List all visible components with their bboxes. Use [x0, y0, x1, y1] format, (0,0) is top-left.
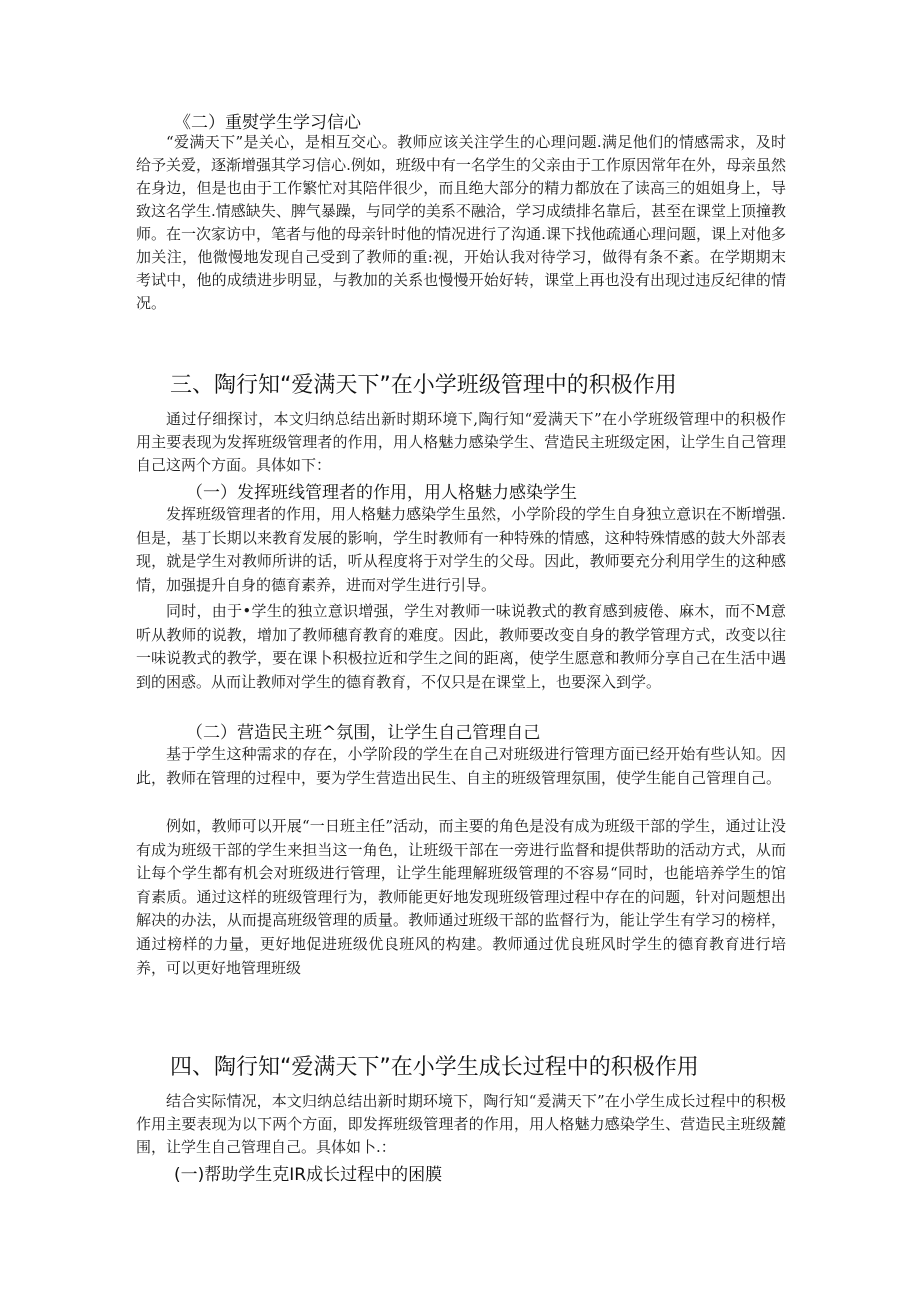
paragraph-section-four-intro: 结合实际情况，本文归纳总结出新时期环境下，陶行知“爰满天下”在小学生成长过程中的积极作用主要表现为以下两个方面，即发挥班级管理者的作用，用人格魅力感染学生、营造民主班级麓围，让学生自己管理自己。具体如卜.： [136, 1092, 786, 1156]
paragraph-democratic-1: 基于学生这种需求的存在，小学阶段的学生在自己对班级进行管理方面已经开始有些认知。因此，教师在管理的过程中，要为学生营造出民生、自主的班级管理氛围，使学生能自己管理自己。 [136, 745, 786, 787]
paragraph-section-three-intro: 通过仔细探讨，本文归纳总结出新时期环境下,陶行知“爱满天下”在小学班级管理中的积极作用主要表现为发挥班级管理者的作用，用人格魅力感染学生、营造民主班级定困，让学生自己管理自己这两个方面。具体如下： [136, 410, 786, 474]
paragraph-democratic-2: 例如，教师可以开展“一日班主任”活动，而主要的角色是没有成为班级干部的学生，通过让没有成为班级干部的学生来担当这一角色，让班级干部在一旁进行监督和提供帮助的活动方式，从而让每个学生都有机会对班级进行管理，让学生能理解班级管理的不容易“同时，也能培养学生的馆育素质。通过这样的班级管理行为，教师能更好地发现班级管理过程中存在的问题，针对问题想出解决的办法，从而提高班级管理的质量。教师通过班级干部的监督行为，能让学生有学习的榜样，通过榜样的力量，更好地促进班级优良班风的构建。教师通过优良班风时学生的德育教育进行培养，可以更好地管理班级 [136, 817, 786, 977]
subheading-rebuild-confidence: 《二）重熨学生学习信心 [174, 113, 361, 133]
paragraph-manager-role-1: 发挥班级管理者的作用，用人格魅力感染学生虽然，小学阶段的学生自身独立意识在不断增强.但是，基丁长期以来教育发展的影响，学生时教师有一种特殊的情感，这种特殊情感的鼓大外部表现，就是学生对教师所讲的话，听从程度将于对学生的父母。因此，教师要充分利用学生的这种感情，加强提升自身的德育素养，进而对学生进行引导。 [136, 505, 786, 594]
paragraph-confidence-example: “爱满天下”是关心，是相互交心。教师应该关注学生的心理问题.满足他们的情感需求，及时给予关爱，逐渐增强其学习信心.例如，班级中有一名学生的父亲由于工作原因常年在外，母亲虽然在身边，但是也由于工作繁忙对其陪伴很少，而且绝大部分的精力都放在了读高三的姐姐身上，导致这名学生.情感缺失、脾气暴躁，与同学的美系不融洽，学习成绩排名靠后，甚至在课堂上顶撞教师。在一次家访中，笔者与他的母亲针时他的情况进行了沟通.课下找他疏通心理问题，课上对他多加关注，他微慢地发现自己受到了教师的重:视，开始认我对待学习，做得有条不紊。在学期期末考试中，他的成绩进步明显，与教加的关系也慢慢开始好转，课堂上再也没有出现过违反纪律的情况。 [136, 133, 786, 312]
section-heading-three: 三、陶行知“爱满天下”在小学班级管理中的积极作用 [170, 373, 677, 398]
paragraph-manager-role-2: 同时，由于•学生的独立意识增强，学生对教师一味说教式的教育感到疲倦、麻木，而不M意听从教师的说教，增加了教师穗育教育的难度。因此，教师要改变自身的教学管理方式，改变以往一味说教式的教学，要在课卜积极拉近和学生之间的距离，使学生愿意和教师分享自己在生活中遇到的困惑。从而让教师对学生的德育教育，不仅只是在课堂上，也要深入到学。 [136, 602, 786, 691]
subheading-help-overcome-difficulties: (一)帮助学生克IR成长过程中的困膜 [174, 1165, 443, 1185]
subheading-democratic-atmosphere: （二）营造民主班^氛围，让学生自己管理自己 [186, 723, 541, 743]
subheading-class-manager-role: （一）发挥班线管理者的作用，用人格魅力感染学生 [186, 483, 577, 503]
section-heading-four: 四、陶行知“爱满天下”在小学生成长过程中的积极作用 [170, 1055, 699, 1080]
